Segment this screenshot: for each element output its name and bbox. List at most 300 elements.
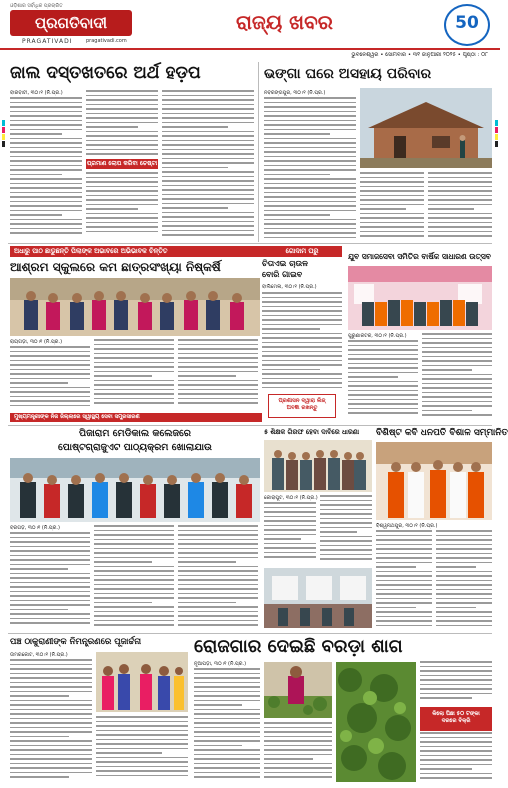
text-line [422,338,492,340]
text-line [436,620,492,622]
text-line [178,380,258,382]
text-line [264,196,356,198]
text-line [264,147,356,149]
text-line [162,126,228,128]
text-line [360,199,424,201]
text-line [348,390,418,392]
story6-text-col1 [10,532,90,630]
text-line [162,99,254,101]
text-line [420,688,492,690]
story8-headline: ବିଶିଷ୍ଟ କବି ଧନପତି ବିଶାଳ ସମ୍ମାନିତ [376,428,508,438]
color-registration-marks [2,120,5,148]
story10-text-col2 [264,722,332,782]
text-line [376,544,432,546]
story1-callout-bar: ପ୍ରମାଣ ଲୋପ କରିବା ଚେଷ୍ଟା [86,160,158,167]
text-line [94,344,174,346]
text-line [428,235,492,237]
text-line [264,201,356,203]
text-line [94,611,174,613]
text-line [162,189,254,191]
text-line [96,734,188,736]
text-line [162,122,254,124]
text-line [262,351,342,353]
text-line [262,355,342,357]
text-line [264,552,316,554]
text-line [360,177,424,179]
text-line [86,208,138,210]
text-line [264,97,356,99]
text-line [360,208,406,210]
text-line [86,172,158,174]
text-line [178,620,258,622]
text-line [178,402,258,404]
text-line [86,195,158,197]
text-line [10,709,92,711]
text-line [376,616,432,618]
text-line [178,584,258,586]
text-line [436,593,492,595]
text-line [162,203,254,205]
text-line [162,104,254,106]
text-line [194,713,260,715]
text-line [264,763,332,765]
text-line [10,555,90,557]
text-line [194,722,260,724]
text-line [86,126,138,128]
story2-headline: ଭଙ୍ଗା ଘରେ ଅସହାୟ ପରିବାର [264,66,432,82]
text-line [10,600,90,602]
text-line [264,232,356,234]
text-line [262,360,342,362]
text-line [10,622,90,624]
text-line [376,602,432,604]
text-line [320,545,372,547]
text-line [264,736,332,738]
text-line [264,502,316,504]
text-line [162,198,254,200]
text-line [178,339,258,341]
text-line [94,588,174,590]
text-line [376,566,416,568]
text-line [360,213,424,215]
story9-headline: ପଞ୍ଚ ଠାକୁରାଣୀଙ୍କ ନିମନ୍ତ୍ରଣରେ ପୂଜାର୍ଚ୍ଚନା [10,637,142,647]
text-line [162,207,228,209]
story8-text-col1 [376,530,432,630]
text-line [86,140,158,142]
text-line [360,195,424,197]
story5-photo-event-stage [348,266,492,330]
text-line [10,133,62,135]
story1-byline: ବାରବାଟୀ, ୩୦।୧ (ନି.ପ୍ର.) [10,90,63,96]
story4-callout-line1: ପ୍ରଶାସନ ଦ୍ୱାରା ଲିଜ୍ [278,398,326,404]
text-line [162,162,254,164]
text-line [194,758,260,760]
text-line [348,363,418,365]
text-line [264,187,356,189]
text-line [422,342,492,344]
text-line [178,366,258,368]
text-line [422,369,472,371]
text-line [320,558,372,560]
text-line [178,362,258,364]
text-line [320,522,372,524]
text-line [94,566,174,568]
text-line [428,208,474,210]
text-line [194,682,260,684]
text-line [264,727,332,729]
text-line [360,172,424,174]
text-line [348,349,418,351]
text-line [178,357,258,359]
text-line [10,613,90,615]
text-line [10,582,90,584]
story10-byline: ନୂଆପଡ଼ା, ୩୦।୧ (ନି.ପ୍ର.) [194,661,247,667]
text-line [376,548,432,550]
text-line [178,371,258,373]
text-line [422,374,492,376]
text-line [436,625,492,627]
text-line [162,140,254,142]
story10-callout-box [420,707,492,731]
text-line [86,217,158,219]
text-line [436,602,492,604]
text-line [86,190,158,192]
text-line [264,754,332,756]
text-line [178,344,258,346]
text-line [376,620,432,622]
text-line [264,214,330,216]
text-line [264,745,332,747]
story10-headline: ରୋଜଗାର ଦେଇଛି ବରଡ଼ା ଶାଗ [194,636,403,657]
dateline-bar [0,48,500,60]
text-line [360,181,424,183]
text-line [264,156,356,158]
text-line [428,190,492,192]
text-line [86,90,158,92]
text-line [10,731,92,733]
text-line [436,557,492,559]
text-line [348,354,418,356]
story1-text-col3 [86,172,158,239]
text-line [10,196,82,198]
text-line [10,682,92,684]
text-line [376,607,416,609]
text-line [10,138,82,140]
text-line [162,221,254,223]
text-line [264,722,332,724]
text-line [94,530,174,532]
text-line [162,108,254,110]
text-line [86,135,158,137]
story8-byline: ବିଶ୍ୱନାଥପୁର, ୩୦।୧ (ନି.ପ୍ର.) [376,523,438,529]
text-line [10,595,90,597]
story4-headline-1: ଗୋଦାମ ଘରୁ [262,246,342,257]
text-line [96,743,188,745]
color-registration-marks [495,120,498,148]
text-line [86,181,158,183]
text-line [262,346,342,348]
text-line [10,373,90,375]
page-number: ପୃଷ୍ଠା : ୦୮ [462,52,488,58]
text-line [86,226,158,228]
text-line [10,564,90,566]
text-line [178,384,258,386]
text-line [94,606,174,608]
text-line [436,535,492,537]
story6-headline-2: ପୋଷ୍ଟଗ୍ରାଜୁଏଟ ପାଠ୍ୟକ୍ରମ ଖୋଲାଯାଉ [58,442,212,453]
text-line [178,557,258,559]
text-line [10,405,90,407]
text-line [162,185,254,187]
story4-callout-box [268,394,336,418]
text-line [348,394,418,396]
text-line [420,693,492,695]
text-line [262,324,342,326]
text-line [264,731,332,733]
text-line [422,356,492,358]
text-line [94,353,174,355]
text-line [94,552,174,554]
text-line [376,571,432,573]
text-line [420,697,472,699]
story7-photo-classroom [264,568,372,628]
text-line [10,183,82,185]
text-line [194,731,260,733]
text-line [10,573,90,575]
story6-text-col3 [178,525,258,630]
text-line [376,530,432,532]
text-line [94,602,152,604]
text-line [436,607,476,609]
text-line [436,611,492,613]
text-line [96,770,188,772]
text-line [264,160,356,162]
text-line [96,775,188,777]
text-line [422,396,492,398]
text-line [94,620,174,622]
text-line [10,700,92,702]
text-line [10,532,90,534]
text-line [94,561,152,563]
text-line [348,372,418,374]
text-line [10,156,82,158]
text-line [420,675,492,677]
text-line [94,384,174,386]
text-line [264,740,332,742]
text-line [262,292,342,294]
story4-text [262,292,342,392]
text-line [194,704,242,706]
text-line [264,511,316,513]
text-line [94,624,174,626]
text-line [428,177,492,179]
text-line [10,767,92,769]
text-line [264,767,332,769]
logo-url: pragativadi.com [86,38,127,44]
text-line [178,575,258,577]
text-line [264,507,316,509]
text-line [10,151,82,153]
text-line [360,222,424,224]
story7-byline: କୋରାପୁଟ, ୩୦।୧ (ନି.ପ୍ର.) [264,495,318,501]
text-line [162,95,254,97]
text-line [376,593,432,595]
text-line [86,222,158,224]
text-line [428,226,492,228]
text-line [194,754,260,756]
text-line [10,120,82,122]
text-line [194,686,260,688]
text-line [264,129,356,131]
text-line [10,378,90,380]
text-line [264,516,316,518]
text-line [264,772,332,774]
text-line [10,160,82,162]
text-line [320,536,372,538]
story2-byline: ନବରଙ୍ଗପୁର, ୩୦।୧ (ନି.ପ୍ର.) [264,90,326,96]
text-line [10,360,90,362]
text-line [10,754,92,756]
text-line [86,149,158,151]
text-line [178,530,258,532]
text-line [10,704,92,706]
story3-footer-bar: ମୁଖ୍ୟମନ୍ତ୍ରୀଙ୍କ ନିଜ ଜିଲ୍ଲାରେ ସ୍ୱାସ୍ଥ୍ୟ ସେବା ସମ୍ପ୍ରସାରଣ [10,413,262,422]
text-line [10,763,92,765]
text-line [10,776,69,778]
text-line [162,117,254,119]
text-line [376,589,432,591]
text-line [262,328,320,330]
text-line [162,234,254,236]
text-line [10,673,92,675]
text-line [178,624,258,626]
text-line [262,337,342,339]
text-line [10,165,82,167]
text-line [264,165,356,167]
text-line [264,142,356,144]
story3-text-col2 [94,339,174,410]
story1-text-col1 [10,97,82,239]
text-line [10,568,68,570]
text-line [264,237,356,239]
story9-text-col2 [96,716,188,782]
text-line [422,383,492,385]
text-line [86,122,158,124]
story6-text-col2 [94,525,174,630]
text-line [10,396,90,398]
text-line [436,598,492,600]
text-line [422,405,492,407]
text-line [420,732,492,734]
story3-byline: ରାୟଗଡ଼ା, ୩୦।୧ (ନି.ପ୍ର.) [10,339,63,345]
text-line [320,500,372,502]
text-line [162,135,254,137]
text-line [10,550,90,552]
text-line [162,167,228,169]
masthead [0,0,500,58]
text-line [162,194,254,196]
newspaper-logo: ପ୍ରଗତିବାଦୀ [10,10,132,36]
text-line [320,554,372,556]
story2-photo-broken-house [360,88,492,168]
text-line [178,588,258,590]
text-line [376,553,432,555]
text-line [420,759,492,761]
text-line [10,355,90,357]
text-line [348,408,418,410]
text-line [194,727,260,729]
story3-text-col3 [178,339,258,410]
text-line [178,593,258,595]
story10-text-col1 [194,668,260,782]
story3-headline: ଆଶ୍ରମ ସ୍କୁଲରେ କମ ଛାତ୍ରସଂଖ୍ୟା ନିଷ୍କର୍ଷି [10,260,221,274]
text-line [86,99,158,101]
text-line [436,616,492,618]
text-line [420,750,492,752]
text-line [320,549,372,551]
text-line [94,597,174,599]
text-line [10,391,90,393]
story2-text-col3 [428,172,492,242]
text-line [348,345,418,347]
text-line [162,212,254,214]
text-line [360,226,424,228]
text-line [194,691,260,693]
text-line [86,131,158,133]
section-divider [8,425,492,426]
text-line [194,776,260,778]
text-line [10,541,90,543]
text-line [422,365,492,367]
text-line [420,746,492,748]
text-line [10,677,92,679]
text-line [264,192,356,194]
text-line [264,543,316,545]
text-line [264,776,332,778]
column-rule [258,62,259,242]
story10-text-col3 [420,661,492,705]
text-line [10,346,90,348]
text-line [420,741,492,743]
text-line [262,310,342,312]
text-line [348,381,418,383]
text-line [96,761,188,763]
text-line [96,725,188,727]
text-line [162,216,254,218]
text-line [436,530,492,532]
text-line [262,342,342,344]
text-line [436,566,476,568]
text-line [10,219,82,221]
story4-byline: ବାଲିମେଳା, ୩୦।୧ (ନି.ପ୍ର.) [262,284,317,290]
text-line [178,348,258,350]
text-line [264,115,356,117]
text-line [10,364,90,366]
text-line [264,556,316,558]
text-line [420,764,492,766]
text-line [422,392,492,394]
text-line [94,534,174,536]
story6-byline: ବରଗଡ଼, ୩୦।୧ (ନି.ପ୍ର.) [10,525,60,531]
text-line [86,231,158,233]
text-line [94,393,174,395]
story10-photo-leaf-bundles [336,662,416,782]
text-line [178,579,258,581]
anniversary-badge-icon: 50 [444,4,490,46]
text-line [262,382,342,384]
text-line [348,403,418,405]
story4-headline-2: ଚିତାଏଇ ଚାଉଳ [262,259,308,268]
